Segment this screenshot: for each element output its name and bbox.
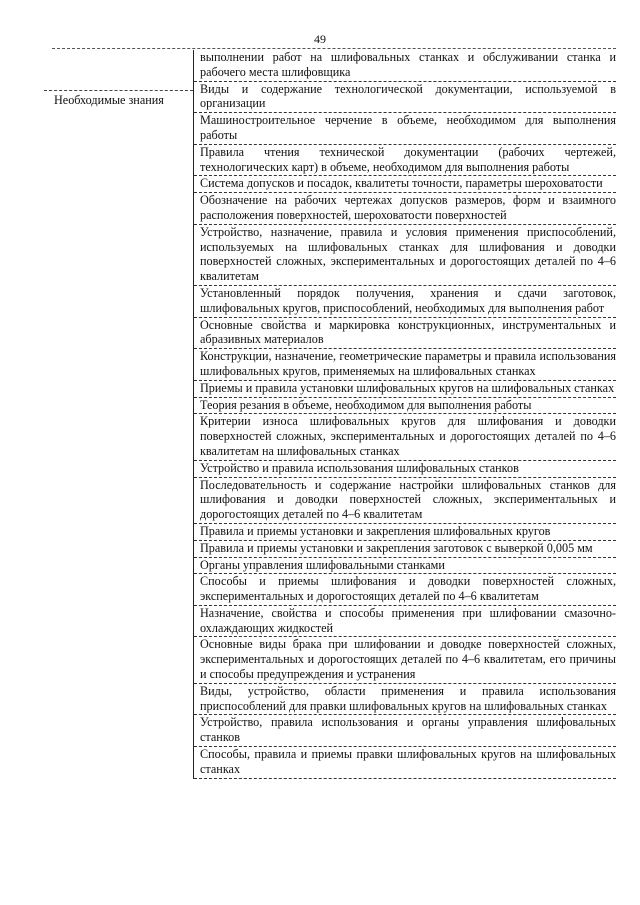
continuation-item: выполнении работ на шлифовальных станках и обслуживании станка и рабочего места шлифовщика (194, 50, 616, 82)
knowledge-item: Правила и приемы установки и закрепления шлифовальных кругов (194, 524, 616, 541)
knowledge-item: Способы, правила и приемы правки шлифовальных кругов на шлифовальных станках (194, 747, 616, 779)
knowledge-item: Конструкции, назначение, геометрические параметры и правила использования шлифовальных кругов, применяемых на шлифовальных станках (194, 349, 616, 381)
table-grid (44, 50, 616, 779)
knowledge-item: Устройство и правила использования шлифовальных станков (194, 461, 616, 478)
knowledge-item: Правила чтения технической документации (рабочих чертежей, технологических карт) в объеме, необходимом для выполнения работы (194, 145, 616, 177)
knowledge-item: Способы и приемы шлифования и доводки поверхностей сложных, экспериментальных и дорогостоящих деталей по 4–6 квалитетам (194, 574, 616, 606)
knowledge-table (44, 48, 616, 779)
knowledge-item: Устройство, назначение, правила и условия применения приспособлений, используемых на шлифовальных станках для шлифования и доводки поверхностей сложных, экспериментальных и дорогостоящих деталей по 4–6 квалитетам (194, 225, 616, 286)
knowledge-item: Устройство, правила использования и органы управления шлифовальных станков (194, 715, 616, 747)
knowledge-item: Критерии износа шлифовальных кругов для шлифования и доводки поверхностей сложных, экспериментальных и дорогостоящих деталей по 4–6 квалитетам на шлифовальных станках (194, 414, 616, 460)
knowledge-item: Машиностроительное черчение в объеме, необходимом для выполнения работы (194, 113, 616, 145)
knowledge-item: Приемы и правила установки шлифовальных кругов на шлифовальных станках (194, 381, 616, 398)
knowledge-item: Виды, устройство, области применения и правила использования приспособлений для правки шлифовальных кругов на шлифовальных станках (194, 684, 616, 716)
knowledge-item: Обозначение на рабочих чертежах допусков размеров, форм и взаимного расположения поверхностей, шероховатости поверхностей (194, 193, 616, 225)
knowledge-item: Органы управления шлифовальными станками (194, 558, 616, 575)
label-column (44, 50, 194, 779)
page-number: 49 (314, 32, 326, 46)
items-column (194, 50, 616, 779)
knowledge-item: Установленный порядок получения, хранения и сдачи заготовок, шлифовальных кругов, приспособлений, необходимых для выполнения работ (194, 286, 616, 318)
knowledge-item: Основные свойства и маркировка конструкционных, инструментальных и абразивных материалов (194, 318, 616, 350)
knowledge-item: Теория резания в объеме, необходимом для выполнения работы (194, 398, 616, 415)
section-label: Необходимые знания (44, 90, 193, 108)
knowledge-item: Правила и приемы установки и закрепления заготовок с выверкой 0,005 мм (194, 541, 616, 558)
knowledge-item: Виды и содержание технологической документации, используемой в организации (194, 82, 616, 114)
knowledge-item: Назначение, свойства и способы применения при шлифовании смазочно-охлаждающих жидкостей (194, 606, 616, 638)
knowledge-item: Система допусков и посадок, квалитеты точности, параметры шероховатости (194, 176, 616, 193)
knowledge-item: Последовательность и содержание настройки шлифовальных станков для шлифования и доводки поверхностей сложных, экспериментальных и дорогостоящих деталей по 4–6 квалитетам (194, 478, 616, 524)
knowledge-item: Основные виды брака при шлифовании и доводке поверхностей сложных, экспериментальных и дорогостоящих деталей по 4–6 квалитетам, его причины и способы предупреждения и устранения (194, 637, 616, 683)
